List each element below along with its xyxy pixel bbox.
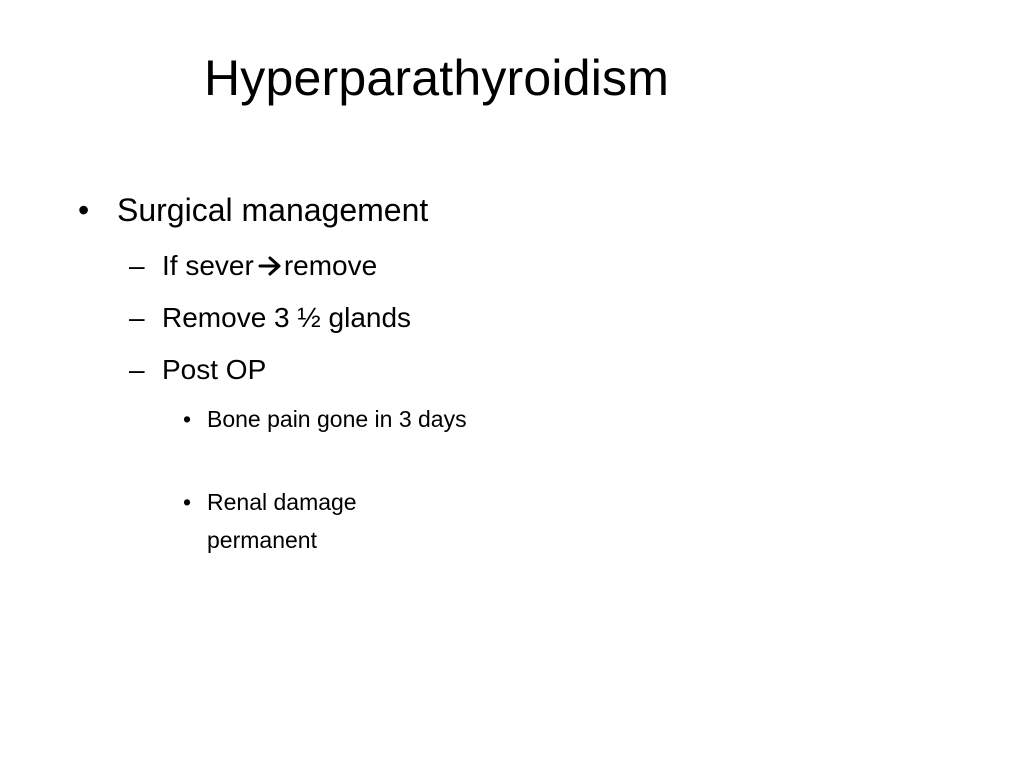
bullet-remove-glands (129, 300, 411, 336)
bullet-text: Remove 3 ½ glands (162, 302, 412, 333)
bullet-text: Renal damage permanent (207, 489, 357, 553)
bullet-marker: • (183, 489, 192, 515)
bullet-text-before-arrow: If sever (162, 250, 254, 281)
bullet-surgical-management (78, 190, 428, 230)
bullet-marker: • (183, 406, 192, 432)
bullet-bone-pain (183, 400, 473, 438)
bullet-marker: • (78, 192, 90, 228)
bullet-post-op (129, 352, 266, 388)
bullet-text: Post OP (162, 354, 267, 385)
dash-marker: – (129, 250, 145, 281)
dash-marker: – (129, 354, 145, 385)
bullet-text (162, 248, 377, 284)
bullet-renal-damage (183, 483, 473, 559)
dash-marker: – (129, 302, 145, 333)
bullet-if-sever-remove (129, 248, 377, 284)
slide-title: Hyperparathyroidism (204, 50, 670, 106)
arrow-right-icon (258, 255, 282, 277)
bullet-text: Surgical management (117, 192, 429, 228)
bullet-text: Bone pain gone in 3 days (207, 406, 467, 432)
bullet-text-after-arrow: remove (283, 250, 378, 281)
